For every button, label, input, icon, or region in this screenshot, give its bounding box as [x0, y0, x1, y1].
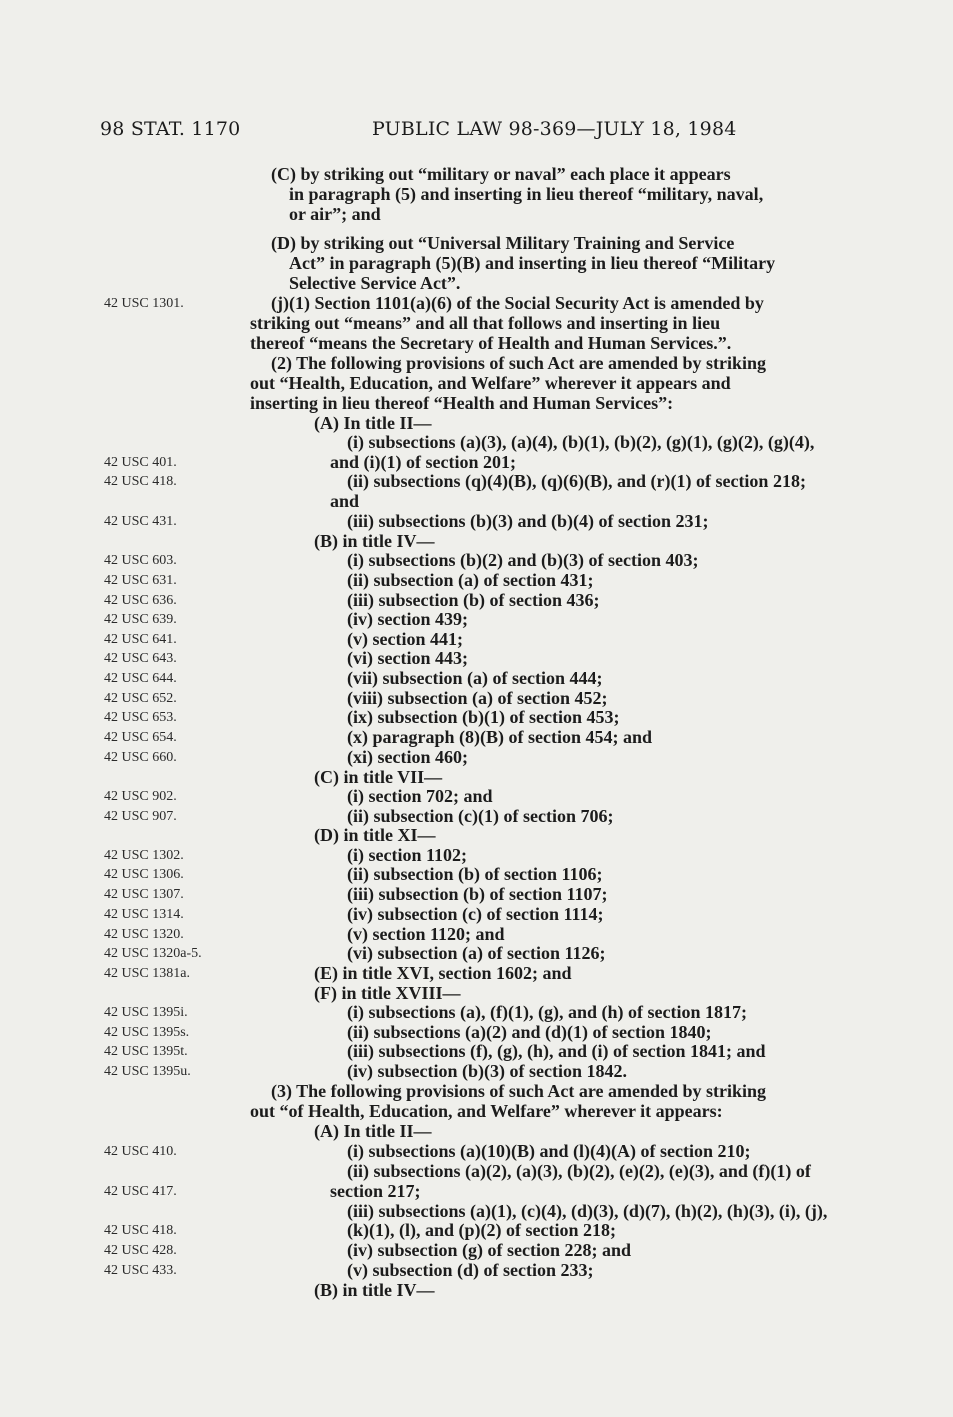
usc-margin-note: 42 USC 1307.: [104, 887, 184, 902]
statute-text: (3) The following provisions of such Act are amended by striking: [271, 1081, 767, 1101]
text-line: [0, 845, 953, 865]
text-line: [0, 273, 953, 293]
usc-margin-note: 42 USC 639.: [104, 612, 177, 627]
usc-margin-note: 42 USC 1395i.: [104, 1005, 188, 1020]
statute-text: (ii) subsection (b) of section 1106;: [347, 864, 603, 884]
statute-text: (ii) subsections (a)(2), (a)(3), (b)(2), (e)(2), (e)(3), and (f)(1) of: [347, 1161, 811, 1181]
statute-text: (A) In title II—: [314, 1121, 432, 1141]
text-line: [0, 373, 953, 393]
text-line: [0, 293, 953, 313]
usc-margin-note: 42 USC 1395u.: [104, 1064, 191, 1079]
text-line: [0, 1061, 953, 1081]
text-line: [0, 963, 953, 983]
text-line: [0, 531, 953, 551]
text-line: [0, 767, 953, 787]
usc-margin-note: 42 USC 418.: [104, 1223, 177, 1238]
statute-text: out “of Health, Education, and Welfare” wherever it appears:: [250, 1101, 723, 1121]
usc-margin-note: 42 USC 1301.: [104, 296, 184, 311]
statute-text: (v) section 441;: [347, 629, 463, 649]
page-running-title: PUBLIC LAW 98-369—JULY 18, 1984: [372, 118, 737, 140]
text-line: [0, 393, 953, 413]
statute-text: (i) subsections (a)(10)(B) and (l)(4)(A) of section 210;: [347, 1141, 751, 1161]
text-line: [0, 491, 953, 511]
text-line: [0, 825, 953, 845]
statute-text: (i) subsections (b)(2) and (b)(3) of section 403;: [347, 550, 699, 570]
statute-text: or air”; and: [289, 204, 381, 224]
statute-text: (ii) subsections (a)(2) and (d)(1) of section 1840;: [347, 1022, 712, 1042]
statute-text: (vii) subsection (a) of section 444;: [347, 668, 603, 688]
statute-text: (v) subsection (d) of section 233;: [347, 1260, 594, 1280]
statute-text: (B) in title IV—: [314, 531, 435, 551]
usc-margin-note: 42 USC 653.: [104, 710, 177, 725]
text-line: [0, 1101, 953, 1121]
statute-text: striking out “means” and all that follows and inserting in lieu: [250, 313, 721, 333]
text-line: [0, 668, 953, 688]
statute-text: (ii) subsections (q)(4)(B), (q)(6)(B), and (r)(1) of section 218;: [347, 471, 806, 491]
statute-text: (iii) subsections (a)(1), (c)(4), (d)(3), (d)(7), (h)(2), (h)(3), (i), (j),: [347, 1201, 828, 1221]
statute-text: (B) in title IV—: [314, 1280, 435, 1300]
statute-text: (ii) subsection (a) of section 431;: [347, 570, 594, 590]
statute-text: (iv) subsection (g) of section 228; and: [347, 1240, 631, 1260]
statute-text: (ix) subsection (b)(1) of section 453;: [347, 707, 620, 727]
text-line: [0, 313, 953, 333]
usc-margin-note: 42 USC 652.: [104, 691, 177, 706]
statute-text: Selective Service Act”.: [289, 273, 461, 293]
statute-text: (iii) subsections (b)(3) and (b)(4) of section 231;: [347, 511, 709, 531]
usc-margin-note: 42 USC 631.: [104, 573, 177, 588]
statute-text: (i) subsections (a), (f)(1), (g), and (h) of section 1817;: [347, 1002, 747, 1022]
text-line: [0, 629, 953, 649]
usc-margin-note: 42 USC 1302.: [104, 848, 184, 863]
text-line: [0, 864, 953, 884]
text-line: [0, 1002, 953, 1022]
usc-margin-note: 42 USC 660.: [104, 750, 177, 765]
statute-text: (D) in title XI—: [314, 825, 436, 845]
text-line: [0, 204, 953, 224]
usc-margin-note: 42 USC 1395s.: [104, 1025, 190, 1040]
statute-text: Act” in paragraph (5)(B) and inserting in lieu thereof “Military: [289, 253, 776, 273]
usc-margin-note: 42 USC 644.: [104, 671, 177, 686]
usc-margin-note: 42 USC 902.: [104, 789, 177, 804]
usc-margin-note: 42 USC 1314.: [104, 907, 184, 922]
text-line: [0, 1161, 953, 1181]
statute-text: (iii) subsection (b) of section 1107;: [347, 884, 608, 904]
statute-text: (i) section 702; and: [347, 786, 493, 806]
text-line: [0, 1240, 953, 1260]
statute-text: (2) The following provisions of such Act are amended by striking: [271, 353, 767, 373]
text-line: [0, 1181, 953, 1201]
text-line: [0, 648, 953, 668]
statute-text: (x) paragraph (8)(B) of section 454; and: [347, 727, 652, 747]
statute-text: section 217;: [330, 1181, 421, 1201]
usc-margin-note: 42 USC 417.: [104, 1184, 177, 1199]
text-line: [0, 806, 953, 826]
text-line: [0, 452, 953, 472]
statute-text: (k)(1), (l), and (p)(2) of section 218;: [347, 1220, 616, 1240]
text-line: [0, 924, 953, 944]
text-line: [0, 164, 953, 184]
text-line: [0, 707, 953, 727]
statute-text: (iii) subsection (b) of section 436;: [347, 590, 600, 610]
text-line: [0, 353, 953, 373]
text-line: [0, 570, 953, 590]
usc-margin-note: 42 USC 1395t.: [104, 1044, 188, 1059]
text-line: [0, 943, 953, 963]
statute-text: (iii) subsections (f), (g), (h), and (i) of section 1841; and: [347, 1041, 766, 1061]
statute-text: thereof “means the Secretary of Health and Human Services.”.: [250, 333, 732, 353]
text-line: [0, 884, 953, 904]
usc-margin-note: 42 USC 641.: [104, 632, 177, 647]
statute-text: inserting in lieu thereof “Health and Human Services”:: [250, 393, 674, 413]
usc-margin-note: 42 USC 636.: [104, 593, 177, 608]
statute-text: (C) by striking out “military or naval” each place it appears: [271, 164, 731, 184]
statute-text: (j)(1) Section 1101(a)(6) of the Social Security Act is amended by: [271, 293, 764, 313]
statute-text: (iv) section 439;: [347, 609, 468, 629]
text-line: [0, 1280, 953, 1300]
statute-text: out “Health, Education, and Welfare” wherever it appears and: [250, 373, 731, 393]
usc-margin-note: 42 USC 603.: [104, 553, 177, 568]
statute-text: in paragraph (5) and inserting in lieu thereof “military, naval,: [289, 184, 764, 204]
statute-text: and (i)(1) of section 201;: [330, 452, 516, 472]
text-line: [0, 904, 953, 924]
statute-text: (E) in title XVI, section 1602; and: [314, 963, 572, 983]
text-line: [0, 184, 953, 204]
text-line: [0, 590, 953, 610]
statute-text: (iv) subsection (c) of section 1114;: [347, 904, 604, 924]
usc-margin-note: 42 USC 433.: [104, 1263, 177, 1278]
statute-text: and: [330, 491, 360, 511]
usc-margin-note: 42 USC 1306.: [104, 867, 184, 882]
statute-text: (C) in title VII—: [314, 767, 443, 787]
text-line: [0, 1220, 953, 1240]
text-line: [0, 1041, 953, 1061]
statute-text: (vi) section 443;: [347, 648, 468, 668]
text-line: [0, 747, 953, 767]
text-line: [0, 233, 953, 253]
text-line: [0, 1141, 953, 1161]
statute-text: (i) subsections (a)(3), (a)(4), (b)(1), (b)(2), (g)(1), (g)(2), (g)(4),: [347, 432, 815, 452]
text-line: [0, 1022, 953, 1042]
usc-margin-note: 42 USC 1381a.: [104, 966, 190, 981]
text-line: [0, 1121, 953, 1141]
text-line: [0, 1260, 953, 1280]
text-line: [0, 786, 953, 806]
text-line: [0, 471, 953, 491]
usc-margin-note: 42 USC 907.: [104, 809, 177, 824]
usc-margin-note: 42 USC 643.: [104, 651, 177, 666]
statute-text: (xi) section 460;: [347, 747, 468, 767]
statute-text: (ii) subsection (c)(1) of section 706;: [347, 806, 614, 826]
statute-text: (D) by striking out “Universal Military Training and Service: [271, 233, 735, 253]
text-line: [0, 1081, 953, 1101]
page-stat-citation: 98 STAT. 1170: [100, 118, 241, 140]
text-line: [0, 1201, 953, 1221]
statute-text: (viii) subsection (a) of section 452;: [347, 688, 608, 708]
text-line: [0, 333, 953, 353]
usc-margin-note: 42 USC 1320.: [104, 927, 184, 942]
usc-margin-note: 42 USC 428.: [104, 1243, 177, 1258]
text-line: [0, 511, 953, 531]
text-line: [0, 432, 953, 452]
usc-margin-note: 42 USC 418.: [104, 474, 177, 489]
usc-margin-note: 42 USC 654.: [104, 730, 177, 745]
statute-text: (iv) subsection (b)(3) of section 1842.: [347, 1061, 627, 1081]
usc-margin-note: 42 USC 1320a-5.: [104, 946, 202, 961]
text-line: [0, 727, 953, 747]
statute-text: (F) in title XVIII—: [314, 983, 461, 1003]
text-line: [0, 688, 953, 708]
text-line: [0, 983, 953, 1003]
statute-text: (v) section 1120; and: [347, 924, 505, 944]
text-line: [0, 609, 953, 629]
statute-text: (i) section 1102;: [347, 845, 467, 865]
text-line: [0, 413, 953, 433]
usc-margin-note: 42 USC 401.: [104, 455, 177, 470]
text-line: [0, 550, 953, 570]
statute-text: (vi) subsection (a) of section 1126;: [347, 943, 606, 963]
text-line: [0, 253, 953, 273]
usc-margin-note: 42 USC 410.: [104, 1144, 177, 1159]
usc-margin-note: 42 USC 431.: [104, 514, 177, 529]
statute-text: (A) In title II—: [314, 413, 432, 433]
